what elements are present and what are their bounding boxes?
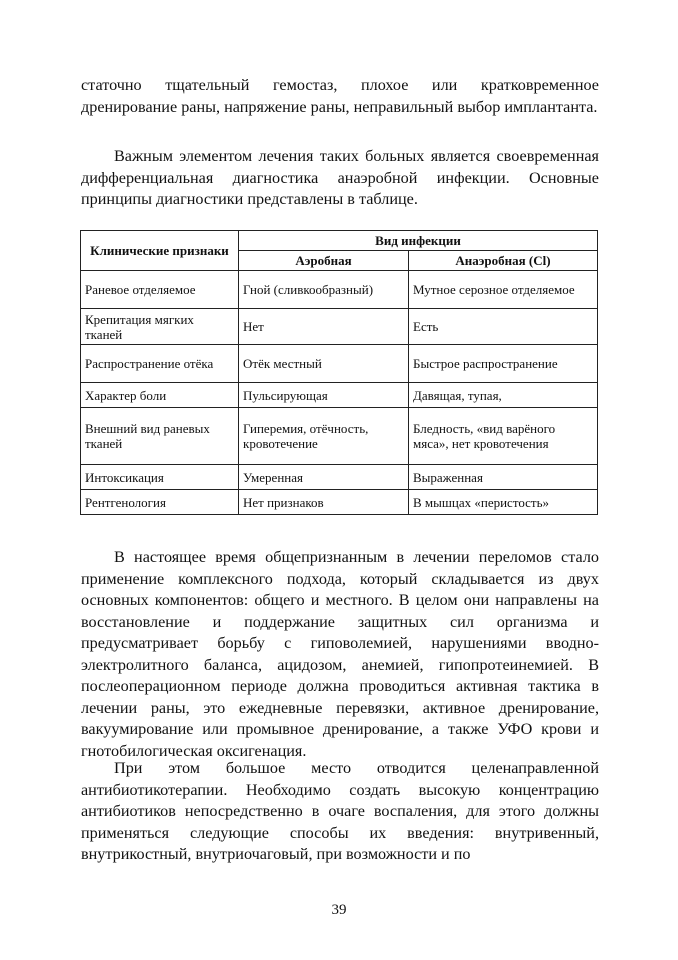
paragraph-treatment: В настоящее время общепризнанным в лечении переломов стало применение комплексного подхода, который складывается из двух основных компонентов: общего и местного. В целом они направлены на восстановление и поддержание защитных сил организма и предусматривает борьбу с гиповолемией, нарушениями вводно-электролитного баланса, ацидозом, анемией, гипопротеинемией. В послеоперационном периоде должна проводиться активная тактика в лечении раны, это ежедневные перевязки, активное дренирование, вакуумирование или промывное дренирование, а также УФО крови и гнотобилогическая оксигенация. bbox=[81, 548, 599, 760]
diagnostics-table bbox=[80, 230, 598, 515]
cell-anaerobic: Бледность, «вид варёного мяса», нет кровотечения bbox=[409, 408, 598, 465]
cell-sign: Внешний вид раневых тканей bbox=[81, 408, 239, 465]
cell-sign: Распространение отёка bbox=[81, 345, 239, 383]
cell-sign: Рентгенология bbox=[81, 490, 239, 515]
page-number: 39 bbox=[331, 902, 347, 918]
paragraph-antibiotics: При этом большое место отводится целенаправленной антибиотикотерапии. Необходимо создать высокую концентрацию антибиотиков непосредственно в очаге воспаления, для этого должны применяться следующие способы их введения: внутривенный, внутрикостный, внутриочаговый, при возможности и по bbox=[81, 759, 599, 863]
header-infection-type: Вид инфекции bbox=[239, 231, 598, 251]
text-block-antibiotics bbox=[81, 758, 599, 866]
header-aerobic: Аэробная bbox=[239, 251, 409, 271]
cell-sign: Интоксикация bbox=[81, 465, 239, 490]
table-header-row bbox=[81, 231, 598, 251]
cell-aerobic: Гиперемия, отёчность, кровотечение bbox=[239, 408, 409, 465]
text-block-diagnostics bbox=[81, 146, 599, 211]
cell-sign: Характер боли bbox=[81, 383, 239, 408]
text-block-intro bbox=[81, 75, 599, 118]
table-row bbox=[81, 345, 598, 383]
table-row bbox=[81, 490, 598, 515]
cell-aerobic: Нет bbox=[239, 309, 409, 345]
cell-anaerobic: Быстрое распространение bbox=[409, 345, 598, 383]
cell-anaerobic: В мышцах «перистость» bbox=[409, 490, 598, 515]
text-block-treatment bbox=[81, 547, 599, 762]
cell-aerobic: Умеренная bbox=[239, 465, 409, 490]
cell-aerobic: Пульсирующая bbox=[239, 383, 409, 408]
cell-sign: Крепитация мягких тканей bbox=[81, 309, 239, 345]
paragraph-diagnostics: Важным элементом лечения таких больных является своевременная дифференциальная диагностика анаэробной инфекции. Основные принципы диагностики представлены в таблице. bbox=[81, 147, 599, 208]
table-row bbox=[81, 383, 598, 408]
cell-anaerobic: Выраженная bbox=[409, 465, 598, 490]
cell-aerobic: Гной (сливкообразный) bbox=[239, 271, 409, 309]
paragraph-continuation: статочно тщательный гемостаз, плохое или кратковременное дренирование раны, напряжение раны, неправильный выбор имплантанта. bbox=[81, 76, 599, 116]
table-row bbox=[81, 271, 598, 309]
cell-anaerobic: Мутное серозное отделяемое bbox=[409, 271, 598, 309]
header-clinical-signs: Клинические признаки bbox=[81, 231, 239, 271]
table-row bbox=[81, 465, 598, 490]
cell-aerobic: Нет признаков bbox=[239, 490, 409, 515]
cell-aerobic: Отёк местный bbox=[239, 345, 409, 383]
table-row bbox=[81, 408, 598, 465]
header-anaerobic: Анаэробная (Cl) bbox=[409, 251, 598, 271]
cell-sign: Раневое отделяемое bbox=[81, 271, 239, 309]
cell-anaerobic: Давящая, тупая, bbox=[409, 383, 598, 408]
cell-anaerobic: Есть bbox=[409, 309, 598, 345]
table-row bbox=[81, 309, 598, 345]
